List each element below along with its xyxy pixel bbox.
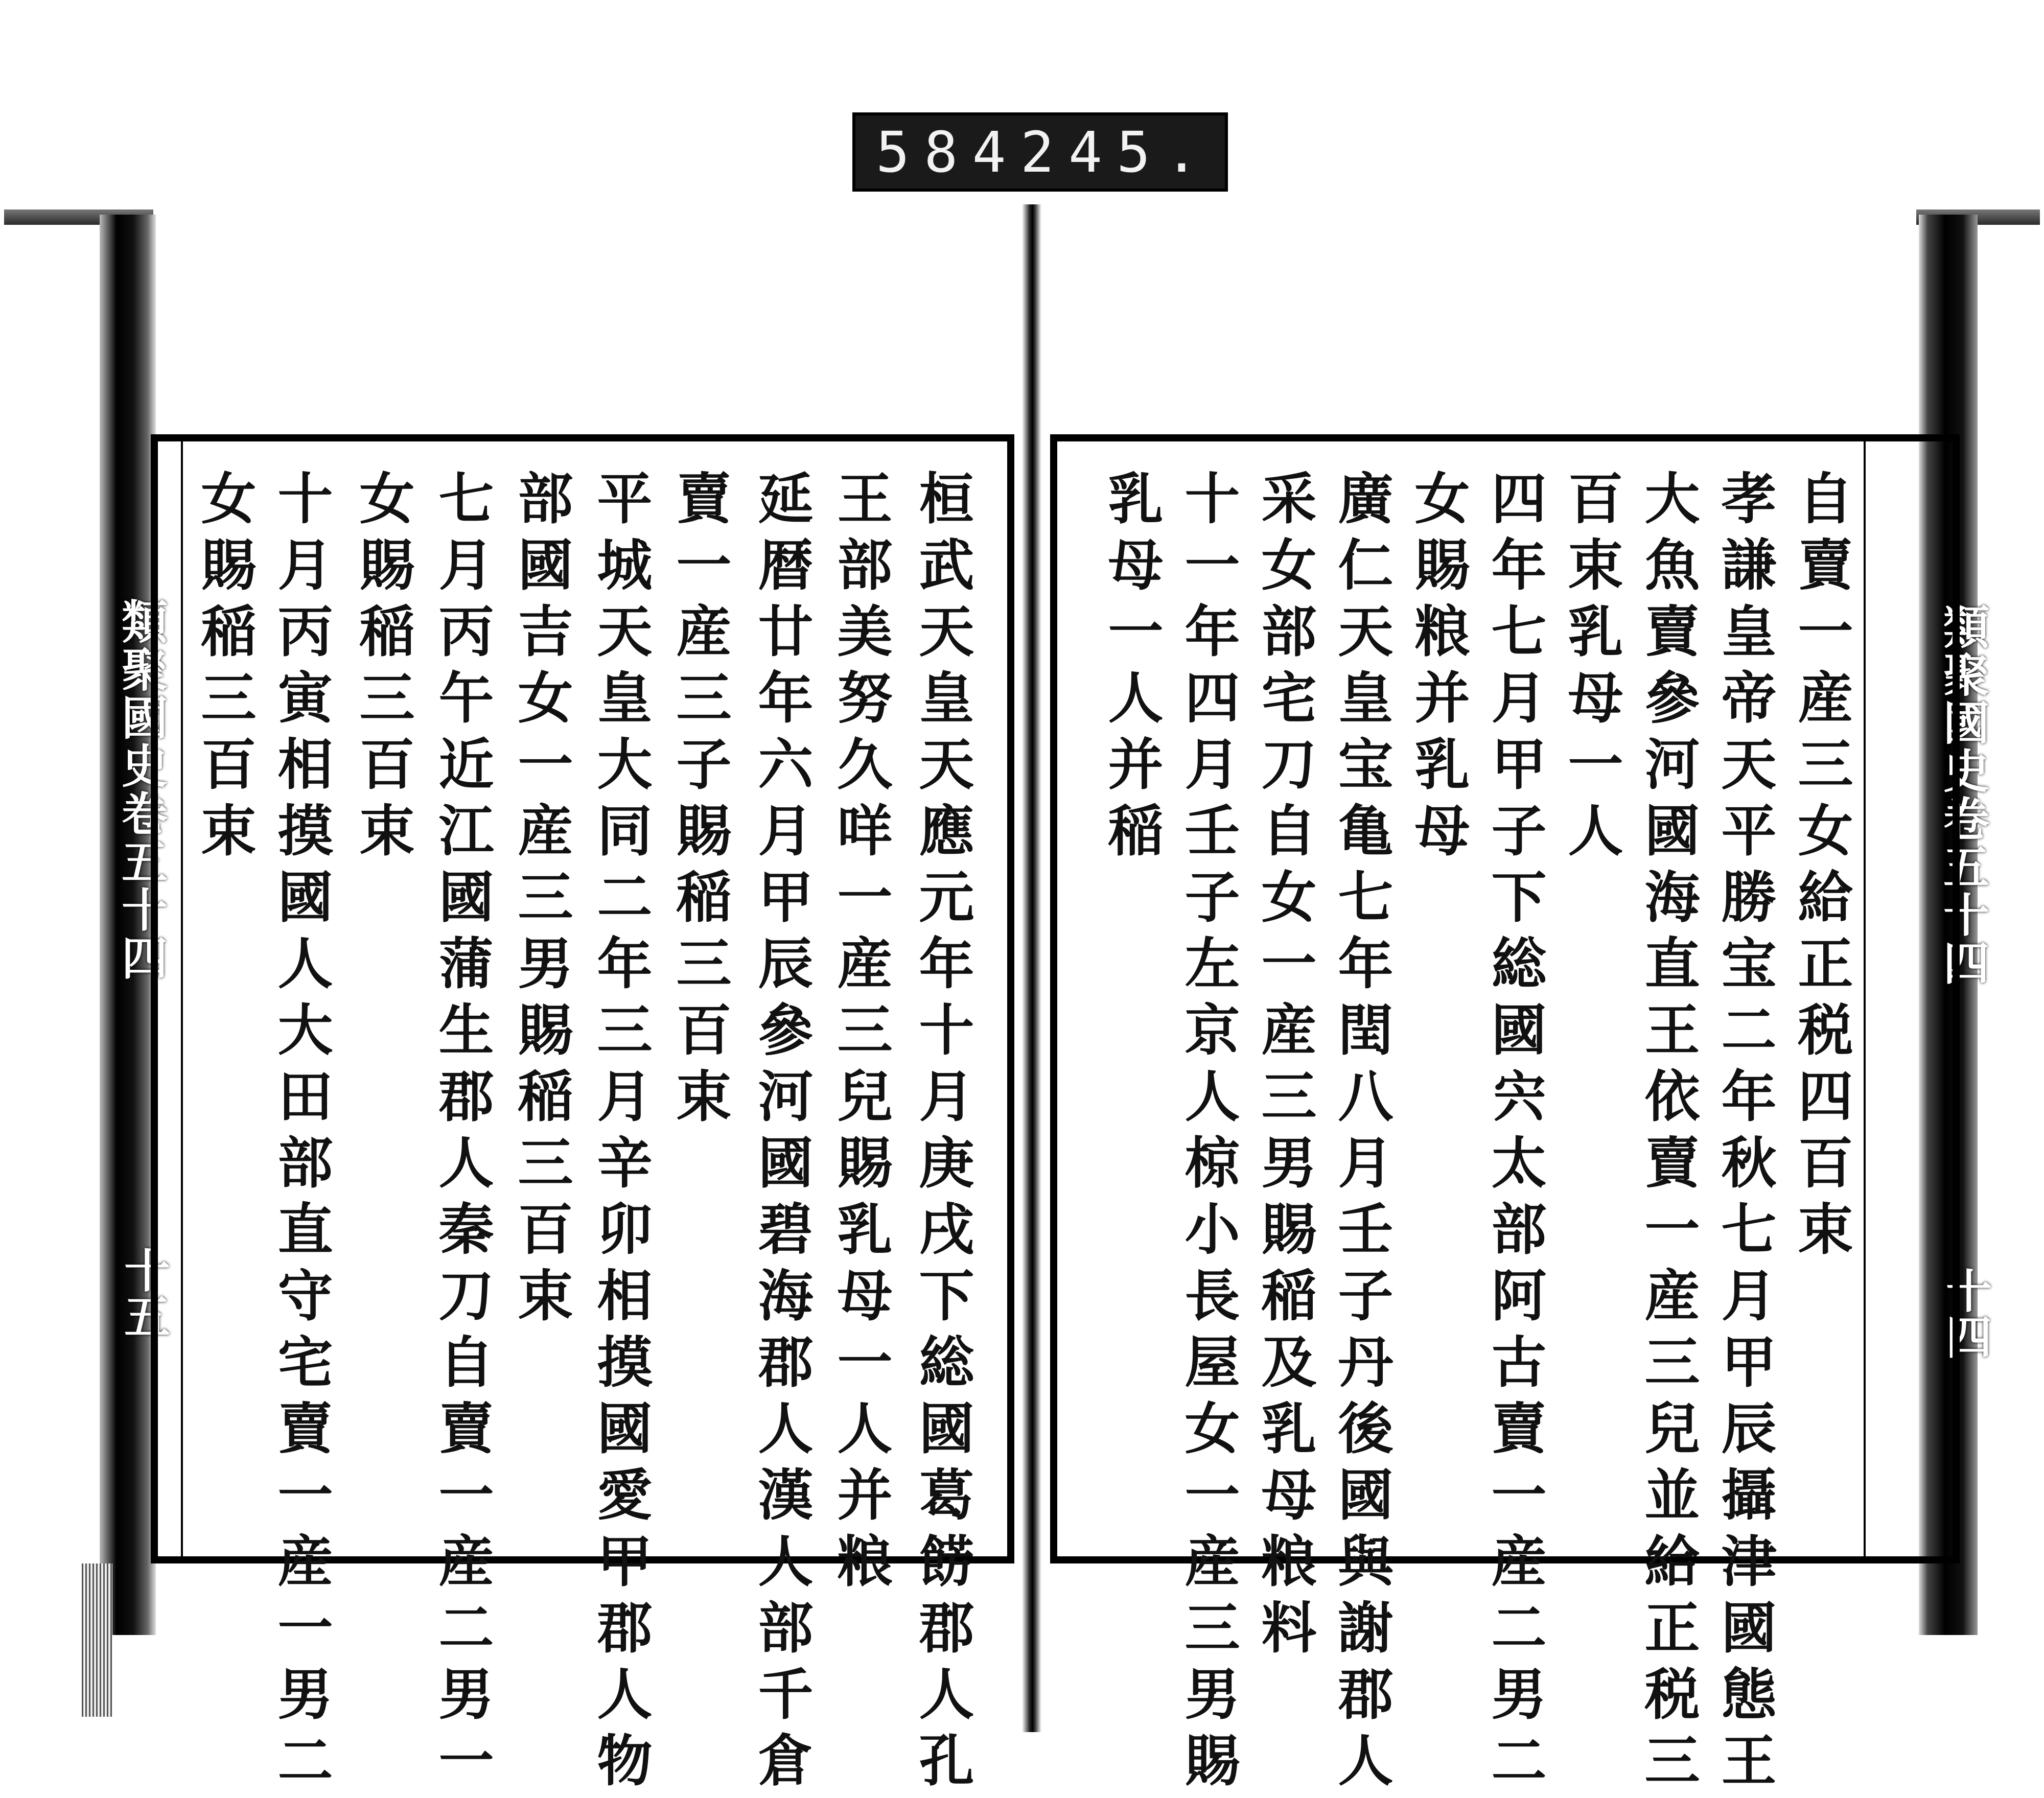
text-column: 廣仁天皇宝亀七年閏八月壬子丹後國與謝郡人 <box>1329 470 1393 1798</box>
left-text-frame <box>151 434 1014 1798</box>
left-margin-title: 類聚國史卷五十四 <box>113 598 168 982</box>
text-column: 采女部宅刀自女一産三男賜稲及乳母粮料 <box>1252 470 1316 1665</box>
right-folio-number: 十四 <box>1938 1267 1992 1359</box>
text-column: 百束乳母一人 <box>1559 470 1623 868</box>
text-column: 十一年四月壬子左京人椋小長屋女一産三男賜 <box>1175 470 1240 1798</box>
text-column: 七月丙午近江國蒲生郡人秦刀自賣一産二男一 <box>429 470 494 1798</box>
text-column: 乳母一人并稲 <box>1099 470 1163 868</box>
text-column: 女賜稲三百束 <box>192 470 256 868</box>
text-column: 大魚賣參河國海直王依賣一産三兒並給正税三 <box>1635 470 1700 1798</box>
right-margin-title: 類聚國史卷五十四 <box>1935 603 1989 987</box>
reel-number: 584 <box>876 119 1020 185</box>
frame-number: 245. <box>1020 119 1213 185</box>
left-folio-number: 十五 <box>116 1247 170 1339</box>
right-frame-inner-rule <box>1864 441 1866 1556</box>
text-column: 四年七月甲子下総國宍太部阿古賣一産二男二 <box>1482 470 1546 1798</box>
text-column: 桓武天皇天應元年十月庚戌下総國葛餝郡人孔 <box>910 470 974 1798</box>
page-stack <box>82 1563 112 1717</box>
text-column: 延暦廿年六月甲辰參河國碧海郡人漢人部千倉 <box>749 470 813 1798</box>
text-column: 賣一産三子賜稲三百束 <box>667 470 731 1134</box>
left-frame-inner-rule <box>181 441 183 1556</box>
text-column: 十月丙寅相摸國人大田部直守宅賣一産一男二 <box>268 470 333 1798</box>
text-column: 孝謙皇帝天平勝宝二年秋七月甲辰攝津國態王 <box>1712 470 1776 1798</box>
right-text-frame <box>1050 434 1960 1798</box>
text-column: 自賣一産三女給正税四百束 <box>1788 470 1853 1267</box>
book-gutter <box>1022 204 1041 1732</box>
text-column: 部國吉女一産三男賜稲三百束 <box>508 470 573 1333</box>
text-column: 王部美努久咩一産三兒賜乳母一人并粮 <box>828 470 892 1599</box>
text-column: 女賜稲三百束 <box>350 470 414 868</box>
text-column: 女賜粮并乳母 <box>1405 470 1470 868</box>
text-column: 平城天皇大同二年三月辛卯相摸國愛甲郡人物 <box>588 470 652 1798</box>
archive-number-label <box>852 112 1228 192</box>
